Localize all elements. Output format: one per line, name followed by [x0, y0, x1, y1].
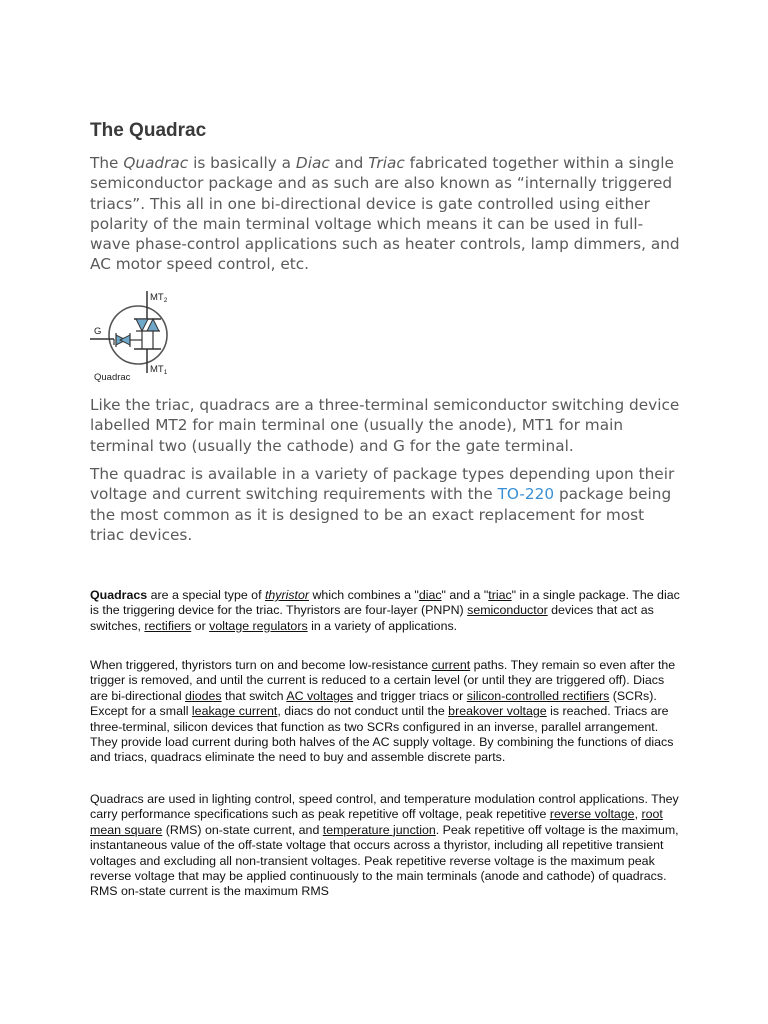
voltage-regulators-link[interactable]: voltage regulators: [209, 618, 308, 633]
text: (SCRs). Except for a small: [90, 688, 657, 719]
current-link[interactable]: current: [431, 658, 471, 672]
leakage-current-link[interactable]: leakage current: [191, 704, 278, 719]
package-text: package being the most common as it is designed to be an exact replacement for most triac devices.: [90, 485, 672, 544]
semiconductor-link[interactable]: semiconductor: [467, 603, 548, 618]
rectifiers-link[interactable]: rectifiers: [144, 618, 192, 633]
intro-text: is basically a: [188, 154, 296, 172]
diagram-caption: Quadrac: [94, 372, 131, 383]
text: devices that act as switches,: [90, 603, 654, 633]
text: , diacs do not conduct until the: [277, 704, 449, 719]
text: " in a single package. The diac is the triggering device for the triac. Thyristors are four-layer (PNPN): [90, 588, 680, 618]
text: paths. They remain so even after the trigger is removed, and until the current is reduced to a certain level (or until they are triggered off). Diacs are bi-directional: [90, 658, 676, 703]
gate-label: G: [94, 326, 102, 337]
temperature-junction-link[interactable]: temperature junction: [322, 822, 436, 837]
text: When triggered, thyristors turn on and become low-resistance: [90, 658, 432, 672]
ac-voltages-link[interactable]: AC voltages: [286, 688, 354, 703]
text: or: [191, 618, 210, 633]
mt2-label: $MT_2$: [150, 292, 168, 304]
intro-text: The: [90, 154, 124, 172]
diodes-link[interactable]: diodes: [185, 688, 222, 703]
reverse-voltage-link[interactable]: reverse voltage: [549, 807, 635, 822]
quadrac-emphasis: Quadrac: [123, 154, 189, 172]
to220-link[interactable]: TO-220: [497, 485, 555, 504]
text: . Peak repetitive off voltage is the maximum, instantaneous value of the off-state voltage that occurs across a thyristor, including all repetitive transient voltages and excluding all non-transient voltages. Peak repetitive reverse voltage is the maximum peak reverse voltage that may be applied continuously to the main terminals (anode and cathode) of quadracs. RMS on-state current is the maximum RMS: [90, 822, 679, 899]
thyristor-operation-paragraph: [90, 658, 682, 766]
quadracs-definition-paragraph: [90, 588, 682, 634]
quadrac-symbol: [90, 285, 190, 385]
thyristor-link[interactable]: thyristor: [264, 588, 310, 602]
applications-paragraph: [90, 792, 682, 900]
rms-link[interactable]: root mean square: [90, 807, 663, 837]
triac-emphasis: Triac: [368, 154, 405, 172]
text: (RMS) on-state current, and: [162, 822, 323, 837]
quadrac-symbol-diagram: [90, 285, 190, 385]
intro-text: and: [329, 154, 369, 172]
diac-link[interactable]: diac: [418, 588, 442, 602]
text: Quadracs are used in lighting control, speed control, and temperature modulation control applications. They carry performance specifications such as peak repetitive off voltage, peak repetitive: [90, 792, 679, 822]
breakover-voltage-link[interactable]: breakover voltage: [448, 704, 547, 719]
package-text: The quadrac is available in a variety of package types depending upon their voltage and current switching requirements with the: [90, 465, 675, 504]
intro-text: fabricated together within a single semiconductor package and as such are also known as “internally triggered triacs”. This all in one bi-directional device is gate controlled using either polarity of the main terminal voltage which means it can be used in full-wave phase-control applications such as heater controls, lamp dimmers, and AC motor speed control, etc.: [90, 154, 680, 274]
text: ,: [634, 807, 642, 822]
mt1-label: $MT_1$: [150, 364, 168, 376]
intro-paragraph: [90, 153, 682, 275]
scr-link[interactable]: silicon-controlled rectifiers: [466, 688, 610, 703]
text: is reached. Triacs are three-terminal, silicon devices that function as two SCRs configured in an inverse, parallel arrangement. They provide load current during both halves of the AC supply voltage. By combining the functions of diacs and triacs, quadracs eliminate the need to buy and assemble discrete parts.: [90, 704, 674, 765]
text: " and a ": [441, 588, 489, 602]
text: that switch: [221, 688, 287, 703]
text: which combines a ": [309, 588, 419, 602]
text: in a variety of applications.: [307, 618, 458, 633]
diac-emphasis: Diac: [295, 154, 330, 172]
triac-link[interactable]: triac: [488, 588, 512, 602]
package-paragraph: [90, 464, 682, 545]
package-circle: [109, 306, 167, 364]
text: and trigger triacs or: [353, 688, 467, 703]
terminal-paragraph: Like the triac, quadracs are a three-terminal semiconductor switching device labelled MT2 for main terminal one (usually the anode), MT1 for main terminal two (usually the cathode) and G for the gate terminal.: [90, 396, 680, 455]
quadracs-bold: Quadracs: [90, 588, 148, 602]
page-title: The Quadrac: [90, 120, 207, 141]
text: are a special type of: [147, 588, 265, 602]
